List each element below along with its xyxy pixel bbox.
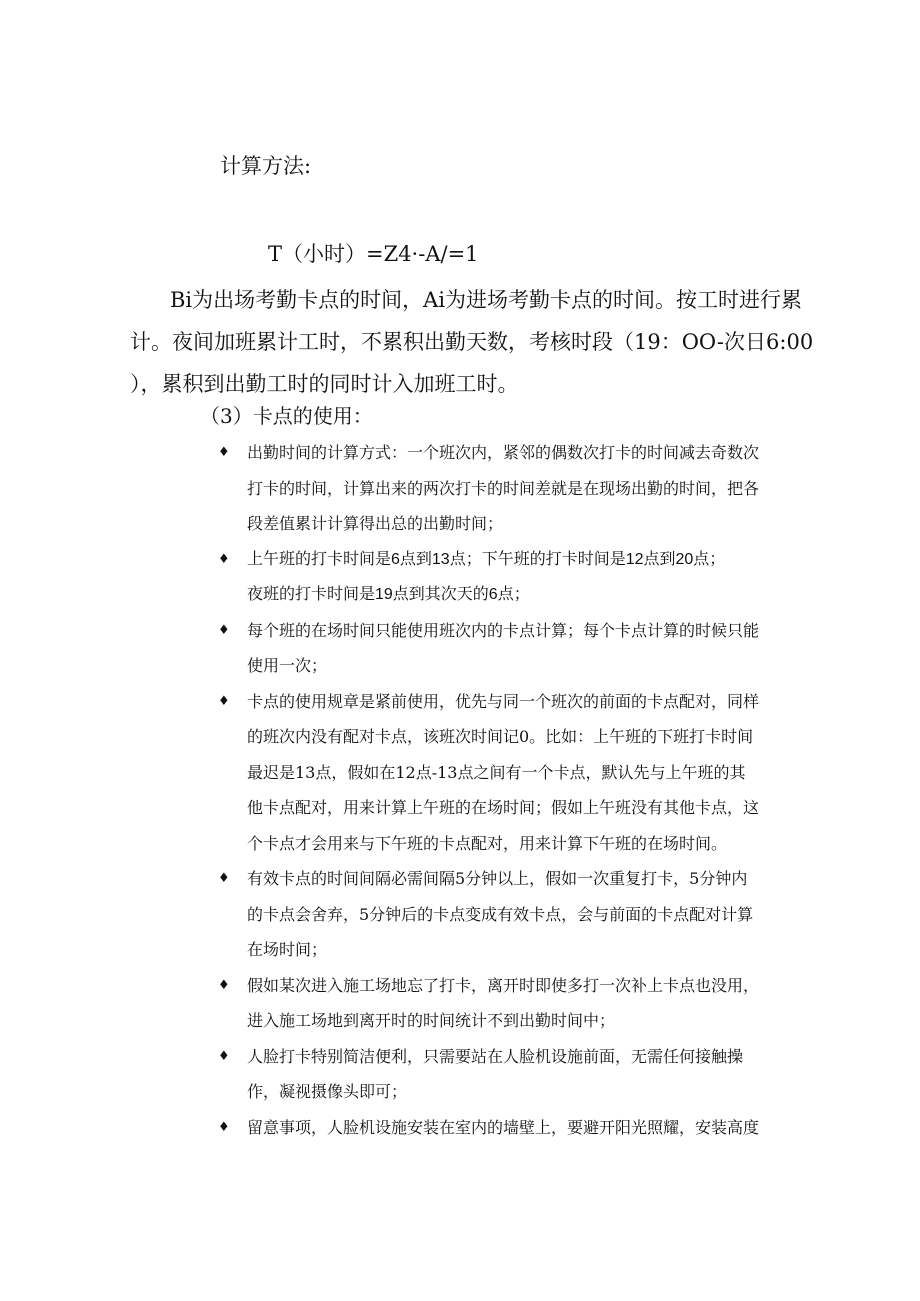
bullet-line: 假如某次进入施工场地忘了打卡，离开时即使多打一次补上卡点也没用， (247, 975, 760, 995)
bullet-line: 人脸打卡特别简洁便利，只需要站在人脸机设施前面，无需任何接触操 (247, 1046, 744, 1066)
diamond-bullet-icon: ♦ (218, 622, 230, 638)
diamond-bullet-icon: ♦ (218, 1048, 230, 1064)
bullet-line: 上午班的打卡时间是6点到13点；下午班的打卡时间是12点到20点； (247, 550, 726, 568)
diamond-bullet-icon: ♦ (218, 551, 230, 567)
bullet-list (218, 435, 798, 1145)
diamond-bullet-icon: ♦ (218, 693, 230, 709)
subsection-heading: （3）卡点的使用： (200, 404, 373, 428)
bullet-line: 的卡点会舍弃，5分钟后的卡点变成有效卡点，会与前面的卡点配对计算 (247, 904, 754, 924)
diamond-bullet-icon: ♦ (218, 871, 230, 886)
bullet-item (218, 968, 798, 1039)
paragraph-line: 计。夜间加班累计工时，不累积出勤天数，考核时段（19：OO-次日6:00 (130, 330, 814, 354)
diamond-bullet-icon: ♦ (218, 445, 230, 460)
bullet-item (218, 435, 798, 542)
bullet-line: 他卡点配对，用来计算上午班的在场时间；假如上午班没有其他卡点，这 (247, 798, 760, 817)
bullet-item (218, 684, 798, 862)
bullet-item (218, 613, 798, 684)
bullet-line: 段差值累计计算得出总的出勤时间； (247, 514, 504, 533)
section-heading: 计算方法: (220, 154, 312, 178)
formula: T（小时）=Z4·-A/=1 (268, 242, 479, 266)
bullet-line: 出勤时间的计算方式：一个班次内，紧邻的偶数次打卡的时间减去奇数次 (247, 443, 760, 462)
bullet-line: 夜班的打卡时间是19点到其次天的6点； (247, 586, 530, 603)
bullet-line: 留意事项，人脸机设施安装在室内的墙壁上，要避开阳光照耀，安装高度 (247, 1117, 760, 1137)
paragraph-line: Bi为出场考勤卡点的时间，Ai为进场考勤卡点的时间。按工时进行累 (170, 288, 803, 312)
paragraph-line: ），累积到出勤工时的同时计入加班工时。 (130, 372, 519, 396)
bullet-line: 在场时间； (247, 940, 328, 959)
diamond-bullet-icon: ♦ (218, 977, 230, 993)
bullet-item (218, 1110, 798, 1146)
bullet-item (218, 542, 798, 613)
bullet-item (218, 1039, 798, 1110)
bullet-line: 的班次内没有配对卡点，该班次时间记0。比如：上午班的下班打卡时间 (247, 727, 754, 746)
diamond-bullet-icon: ♦ (218, 1119, 230, 1135)
bullet-line: 使用一次； (247, 656, 328, 675)
bullet-line: 作，凝视摄像头即可； (247, 1082, 408, 1101)
bullet-line: 卡点的使用规章是紧前使用，优先与同一个班次的前面的卡点配对，同样 (247, 691, 760, 711)
bullet-line: 每个班的在场时间只能使用班次内的卡点计算；每个卡点计算的时候只能 (247, 620, 760, 640)
explanation-paragraph (130, 279, 814, 405)
bullet-line: 进入施工场地到离开时的时间统计不到出勤时间中； (247, 1011, 616, 1030)
bullet-item (218, 861, 798, 968)
bullet-line: 最迟是13点，假如在12点-13点之间有一个卡点，默认先与上午班的其 (247, 762, 746, 782)
bullet-line: 个卡点才会用来与下午班的卡点配对，用来计算下午班的在场时间。 (247, 833, 728, 853)
bullet-line: 打卡的时间，计算出来的两次打卡的时间差就是在现场出勤的时间，把各 (247, 478, 760, 498)
bullet-line: 有效卡点的时间间隔必需间隔5分钟以上，假如一次重复打卡，5分钟内 (247, 869, 748, 888)
